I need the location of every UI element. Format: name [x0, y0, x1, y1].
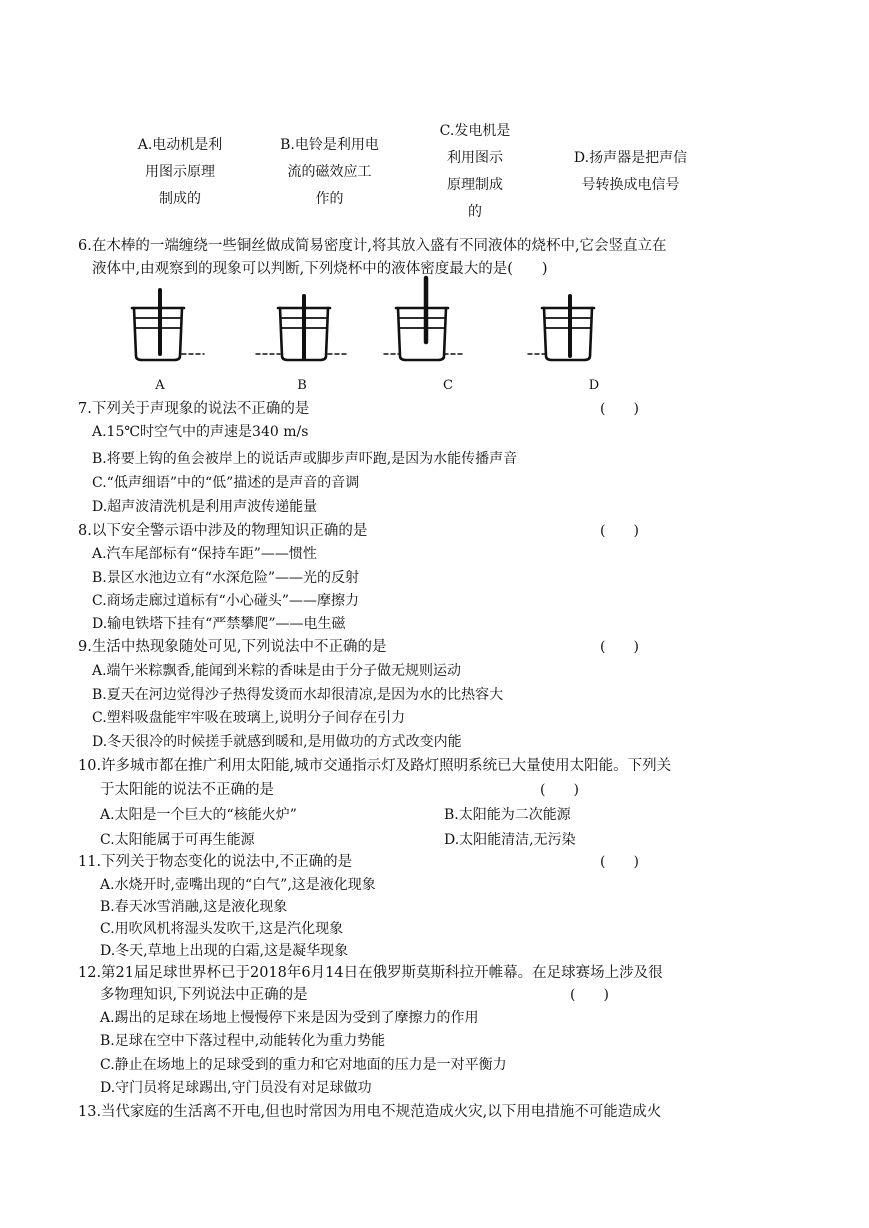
q5-option-a-line3: 制成的: [159, 191, 201, 207]
q12-option-b: B.足球在空中下落过程中,动能转化为重力势能: [100, 1033, 386, 1049]
q12-stem-line1: 12.第21届足球世界杯已于2018年6月14日在俄罗斯莫斯科拉开帷幕。在足球赛场上涉及很: [78, 965, 663, 981]
q11-answer-paren: ( ): [600, 854, 639, 870]
q8-option-d: D.输电铁塔下挂有“严禁攀爬”——电生磁: [92, 616, 346, 632]
q12-option-d: D.守门员将足球踢出,守门员没有对足球做功: [100, 1080, 372, 1096]
q12-option-a: A.踢出的足球在场地上慢慢停下来是因为受到了摩擦力的作用: [100, 1010, 479, 1026]
q8-option-a: A.汽车尾部标有“保持车距”——惯性: [92, 546, 317, 562]
q12-answer-paren: ( ): [570, 987, 609, 1003]
q5-option-b-line3: 作的: [315, 191, 344, 207]
q11-option-a: A.水烧开时,壶嘴出现的“白气”,这是液化现象: [100, 877, 376, 893]
q10-option-b: B.太阳能为二次能源: [444, 807, 571, 823]
beaker-b: [256, 296, 348, 360]
q5-option-c-line2: 利用图示: [447, 150, 503, 166]
q8-stem: 8.以下安全警示语中涉及的物理知识正确的是: [78, 523, 368, 539]
q5-option-c-line1: C.发电机是: [439, 123, 511, 139]
q5-option-c-line3: 原理制成: [447, 177, 503, 193]
q9-option-b: B.夏天在河边觉得沙子热得发烫而水却很清凉,是因为水的比热容大: [92, 687, 504, 703]
q13-stem-line1: 13.当代家庭的生活离不开电,但也时常因为用电不规范造成火灾,以下用电措施不可能造成火: [78, 1104, 662, 1120]
q10-stem-line2: 于太阳能的说法不正确的是: [100, 782, 274, 798]
q10-option-c: C.太阳能属于可再生能源: [100, 832, 255, 848]
q5-option-a-line1: A.电动机是利: [137, 137, 223, 153]
beaker-label-c: C: [443, 378, 453, 393]
q10-answer-paren: ( ): [540, 782, 579, 798]
q5-option-b-line2: 流的磁效应工: [287, 164, 372, 180]
q11-option-c: C.用吹风机将湿头发吹干,这是汽化现象: [100, 921, 344, 937]
beaker-label-a: A: [155, 378, 165, 393]
q10-option-a: A.太阳是一个巨大的“核能火炉”: [100, 807, 297, 823]
q5-option-b-line1: B.电铃是利用电: [280, 137, 379, 153]
q9-option-a: A.端午米粽飘香,能闻到米粽的香味是由于分子做无规则运动: [92, 663, 462, 679]
q7-option-b: B.将要上钩的鱼会被岸上的说话声或脚步声吓跑,是因为水能传播声音: [92, 451, 518, 467]
q6-stem-line1: 6.在木棒的一端缠绕一些铜丝做成简易密度计,将其放入盛有不同液体的烧杯中,它会竖直立在: [78, 238, 667, 254]
q9-option-c: C.塑料吸盘能牢牢吸在玻璃上,说明分子间存在引力: [92, 710, 406, 726]
q8-option-c: C.商场走廊过道标有“小心碰头”——摩擦力: [92, 593, 359, 609]
density-meter-beakers-figure: [120, 272, 600, 372]
q7-option-d: D.超声波清洗机是利用声波传递能量: [92, 499, 318, 515]
q9-option-d: D.冬天很冷的时候搓手就感到暖和,是用做功的方式改变内能: [92, 734, 462, 750]
q12-stem-line2: 多物理知识,下列说法中正确的是: [100, 987, 308, 1003]
q11-option-d: D.冬天,草地上出现的白霜,这是凝华现象: [100, 943, 349, 959]
q5-option-d: [548, 145, 713, 199]
beaker-d: [528, 296, 594, 360]
q5-option-b: [262, 132, 397, 213]
q6-stem-line2: 液体中,由观察到的现象可以判断,下列烧杯中的液体密度最大的是( ): [92, 261, 548, 277]
q9-answer-paren: ( ): [600, 639, 639, 655]
q8-option-b: B.景区水池边立有“水深危险”——光的反射: [92, 570, 360, 586]
q5-option-d-line1: D.扬声器是把声信: [573, 150, 688, 166]
beaker-a: [132, 290, 204, 360]
beaker-label-d: D: [588, 378, 600, 393]
q5-option-c: [420, 118, 530, 226]
q5-option-d-line2: 号转换成电信号: [581, 177, 680, 193]
q7-option-c: C.“低声细语”中的“低”描述的是声音的音调: [92, 475, 360, 491]
q12-option-c: C.静止在场地上的足球受到的重力和它对地面的压力是一对平衡力: [100, 1057, 507, 1073]
q11-stem: 11.下列关于物态变化的说法中,不正确的是: [78, 854, 353, 870]
q5-option-a: [120, 132, 240, 213]
beaker-c: [384, 278, 464, 360]
q5-option-a-line2: 用图示原理: [145, 164, 215, 180]
q9-stem: 9.生活中热现象随处可见,下列说法中不正确的是: [78, 639, 387, 655]
q7-answer-paren: ( ): [600, 401, 639, 417]
q8-answer-paren: ( ): [600, 523, 639, 539]
q10-option-d: D.太阳能清洁,无污染: [444, 832, 576, 848]
q5-option-c-line4: 的: [468, 204, 482, 220]
q10-stem-line1: 10.许多城市都在推广利用太阳能,城市交通指示灯及路灯照明系统已大量使用太阳能。下列关: [78, 758, 672, 774]
q11-option-b: B.春天冰雪消融,这是液化现象: [100, 899, 288, 915]
q7-option-a: A.15℃时空气中的声速是340 m/s: [92, 424, 309, 440]
q7-stem: 7.下列关于声现象的说法不正确的是: [78, 401, 310, 417]
beaker-label-b: B: [297, 378, 307, 393]
